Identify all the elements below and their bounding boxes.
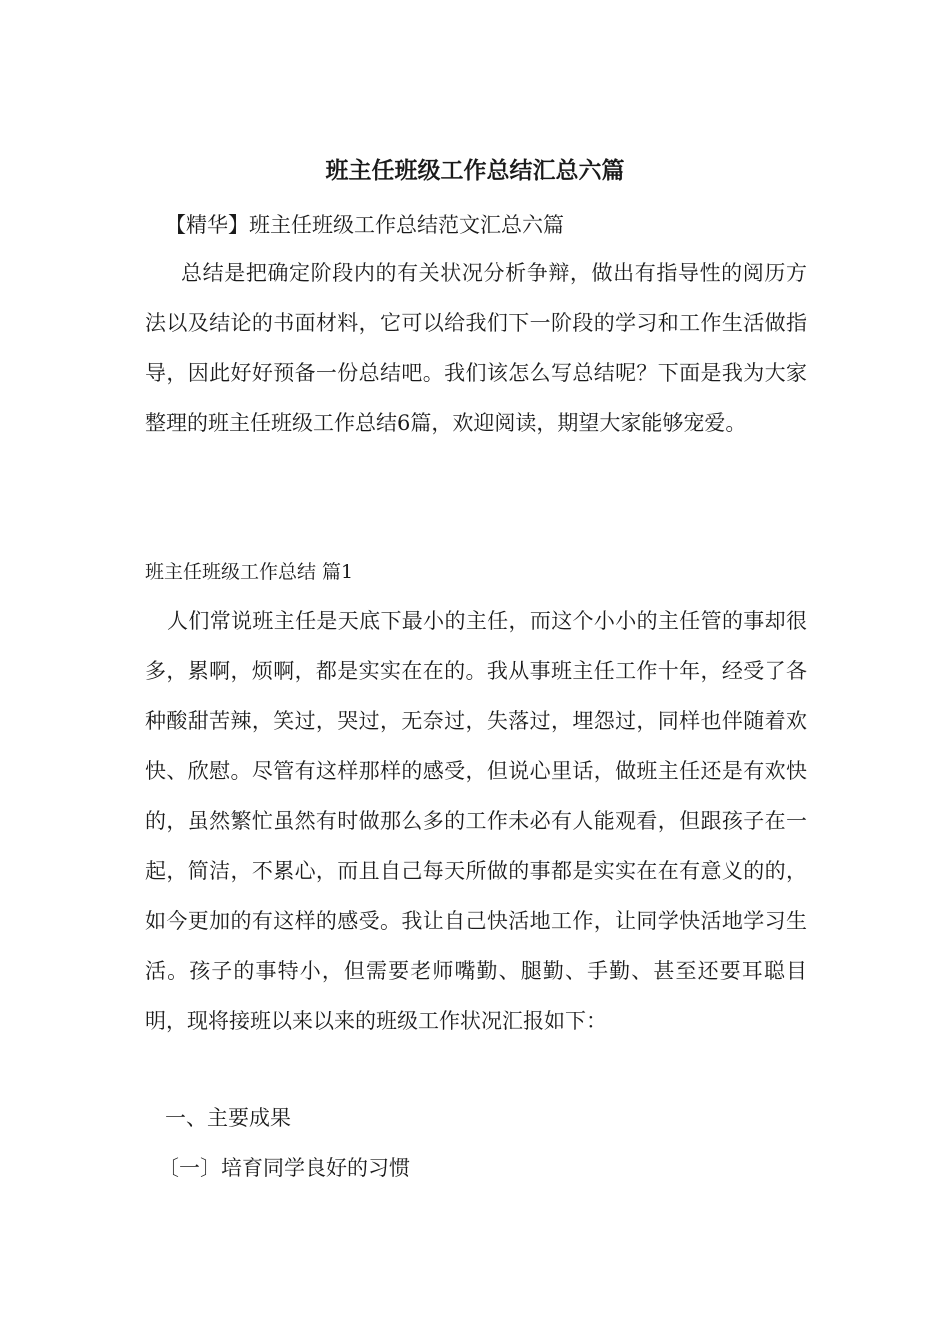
document-subtitle: 【精华】班主任班级工作总结范文汇总六篇 [165,213,564,237]
document-title: 班主任班级工作总结汇总六篇 [325,157,625,184]
subsection-heading-2: 〔一〕培育同学良好的习惯 [158,1156,410,1180]
section-heading: 班主任班级工作总结 篇1 [145,561,354,583]
intro-paragraph: 总结是把确定阶段内的有关状况分析争辩，做出有指导性的阅历方法以及结论的书面材料，它可以给我们下一阶段的学习和工作生活做指导，因此好好预备一份总结吧。我们该怎么写总结呢？下面是我为大家整理的班主任班级工作总结6篇，欢迎阅读，期望大家能够宠爱。 [145,261,807,435]
body-paragraph: 人们常说班主任是天底下最小的主任，而这个小小的主任管的事却很多，累啊，烦啊，都是实实在在的。我从事班主任工作十年，经受了各种酸甜苦辣，笑过，哭过，无奈过，失落过，埋怨过，同样也伴随着欢快、欣慰。尽管有这样那样的感受，但说心里话，做班主任还是有欢快的，虽然繁忙虽然有时做那么多的工作未必有人能观看，但跟孩子在一起，简洁，不累心，而且自己每天所做的事都是实实在在有意义的的，如今更加的有这样的感受。我让自己快活地工作，让同学快活地学习生活。孩子的事特小，但需要老师嘴勤、腿勤、手勤、甚至还要耳聪目明，现将接班以来以来的班级工作状况汇报如下： [145,609,807,1033]
subsection-heading-1: 一、主要成果 [165,1106,291,1130]
